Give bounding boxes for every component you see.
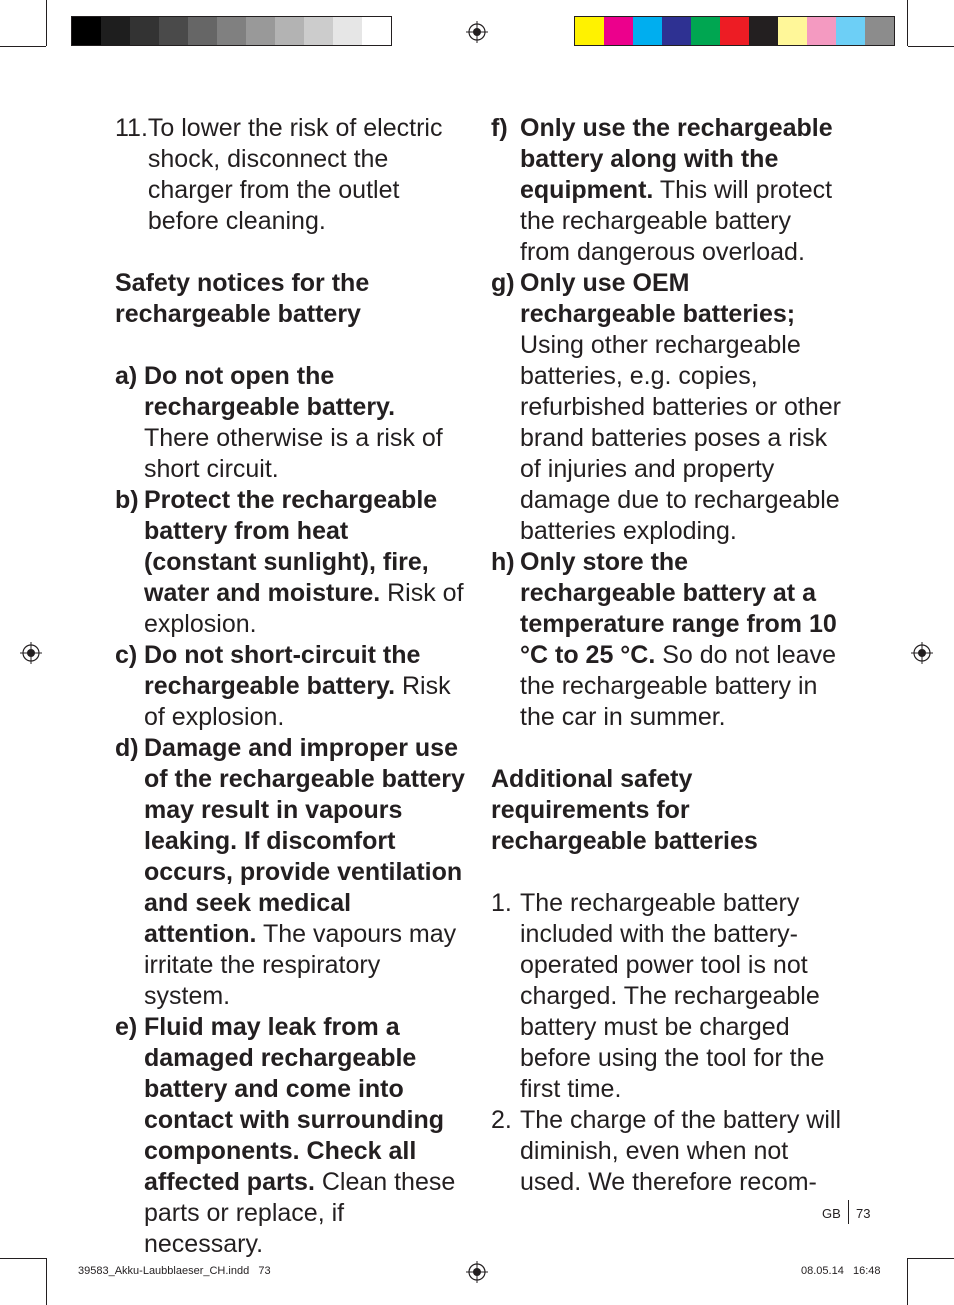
item-label: h) [491,548,515,576]
item-plain-text: Clean these parts or replace, if necessary. [144,1168,456,1258]
color-swatch [865,17,894,45]
color-swatch [836,17,865,45]
item-label: g) [491,269,515,297]
footer-divider [848,1200,849,1224]
item-bold-text: Do not open the rechargeable battery. [144,362,396,421]
registration-mark-icon [466,21,488,43]
item-bold-text: Only use OEM rechargeable batteries; [520,269,796,328]
color-swatch [217,17,246,45]
list-item [491,268,841,547]
section-heading: Safety notices for the rechargeable battery [115,269,370,328]
item-text [144,485,465,640]
item-text [520,113,841,268]
item-number: 11. [115,114,148,142]
item-bold-text: Do not short-circuit the rechargeable battery. [144,641,421,700]
list-item [115,361,465,485]
item-number: 1. [491,889,512,917]
item-text [144,640,465,733]
color-swatch [575,17,604,45]
registration-mark-icon [466,1261,488,1283]
item-bold-text: Damage and improper use of the rechargeable battery may result in vapours leaking. If discomfort occurs, provide ventilation and seek medical attention. [144,734,465,948]
crop-mark [0,1258,46,1259]
crop-mark [908,46,954,47]
color-swatch [778,17,807,45]
item-bold-text: Only use the rechargeable battery along with the equipment. [520,114,833,204]
color-swatch [304,17,333,45]
item-number: 2. [491,1106,512,1134]
crop-mark [908,1258,954,1259]
item-label: f) [491,114,508,142]
crop-mark [46,0,47,46]
color-swatch [807,17,836,45]
item-plain-text: So do not leave the rechargeable battery in the car in summer. [520,641,836,731]
crop-mark [46,1258,47,1305]
color-swatch [246,17,275,45]
safety-list [491,113,841,733]
registration-mark-icon [20,642,42,664]
list-item [115,1012,465,1260]
color-swatch [72,17,101,45]
item-label: e) [115,1013,138,1041]
numbered-item [491,888,841,1105]
language-code: GB [822,1206,841,1221]
list-item [115,485,465,640]
page-number: 73 [856,1206,871,1221]
left-column [115,113,465,1260]
item-text [144,733,465,1012]
section-heading: Additional safety requirements for rechargeable batteries [491,765,758,855]
item-text: To lower the risk of electric shock, disconnect the charger from the outlet before cleaning. [147,114,443,235]
item-label: c) [115,641,138,669]
item-bold-text: Protect the rechargeable battery from heat (constant sunlight), fire, water and moisture. [144,486,438,607]
list-item [115,640,465,733]
crop-mark [907,0,908,46]
crop-mark [907,1258,908,1305]
numbered-item [491,1105,841,1198]
color-swatch [362,17,391,45]
color-swatch [333,17,362,45]
item-plain-text: Risk of explosion. [144,579,464,638]
color-swatch [662,17,691,45]
item-text [144,1012,465,1260]
color-swatch [633,17,662,45]
right-column [491,113,841,1198]
item-text [520,268,841,547]
safety-list [115,361,465,1260]
color-swatch [720,17,749,45]
item-label: a) [115,362,138,390]
registration-mark-icon [911,642,933,664]
item-plain-text: Using other rechargeable batteries, e.g. copies, refurbished batteries or other brand batteries poses a risk of injuries and property damage due to rechargeable batteries exploding. [520,331,842,545]
color-swatch [159,17,188,45]
color-swatch [749,17,778,45]
color-swatch [691,17,720,45]
crop-mark [0,46,46,47]
item-label: b) [115,486,139,514]
item-text [144,361,465,485]
item-plain-text: There otherwise is a risk of short circuit. [144,424,443,483]
item-label: d) [115,734,139,762]
color-swatch [188,17,217,45]
numbered-list [491,888,841,1198]
print-slug-date: 08.05.14 16:48 [801,1265,881,1277]
item-plain-text: This will protect the rechargeable battery from dangerous overload. [520,176,833,266]
item-plain-text: The vapours may irritate the respiratory system. [144,920,457,1010]
color-swatch [130,17,159,45]
numbered-item [115,113,465,237]
item-text: The charge of the battery will diminish, even when not used. We therefore recom- [520,1106,841,1196]
print-slug-file: 39583_Akku-Laubblaeser_CH.indd 73 [78,1265,271,1277]
item-bold-text: Fluid may leak from a damaged rechargeable battery and come into contact with surrounding components. Check all affected parts. [144,1013,444,1196]
color-swatch [101,17,130,45]
list-item [491,113,841,268]
item-text [520,547,841,733]
grayscale-color-bar [71,16,392,46]
list-item [491,547,841,733]
color-swatch [275,17,304,45]
list-item [115,733,465,1012]
item-text: The rechargeable battery included with the battery-operated power tool is not charged. The rechargeable battery must be charged before using the tool for the first time. [520,889,825,1103]
process-color-bar [574,16,895,46]
item-plain-text: Risk of explosion. [144,672,451,731]
item-bold-text: Only store the rechargeable battery at a temperature range from 10 °C to 25 °C. [520,548,837,669]
color-swatch [604,17,633,45]
